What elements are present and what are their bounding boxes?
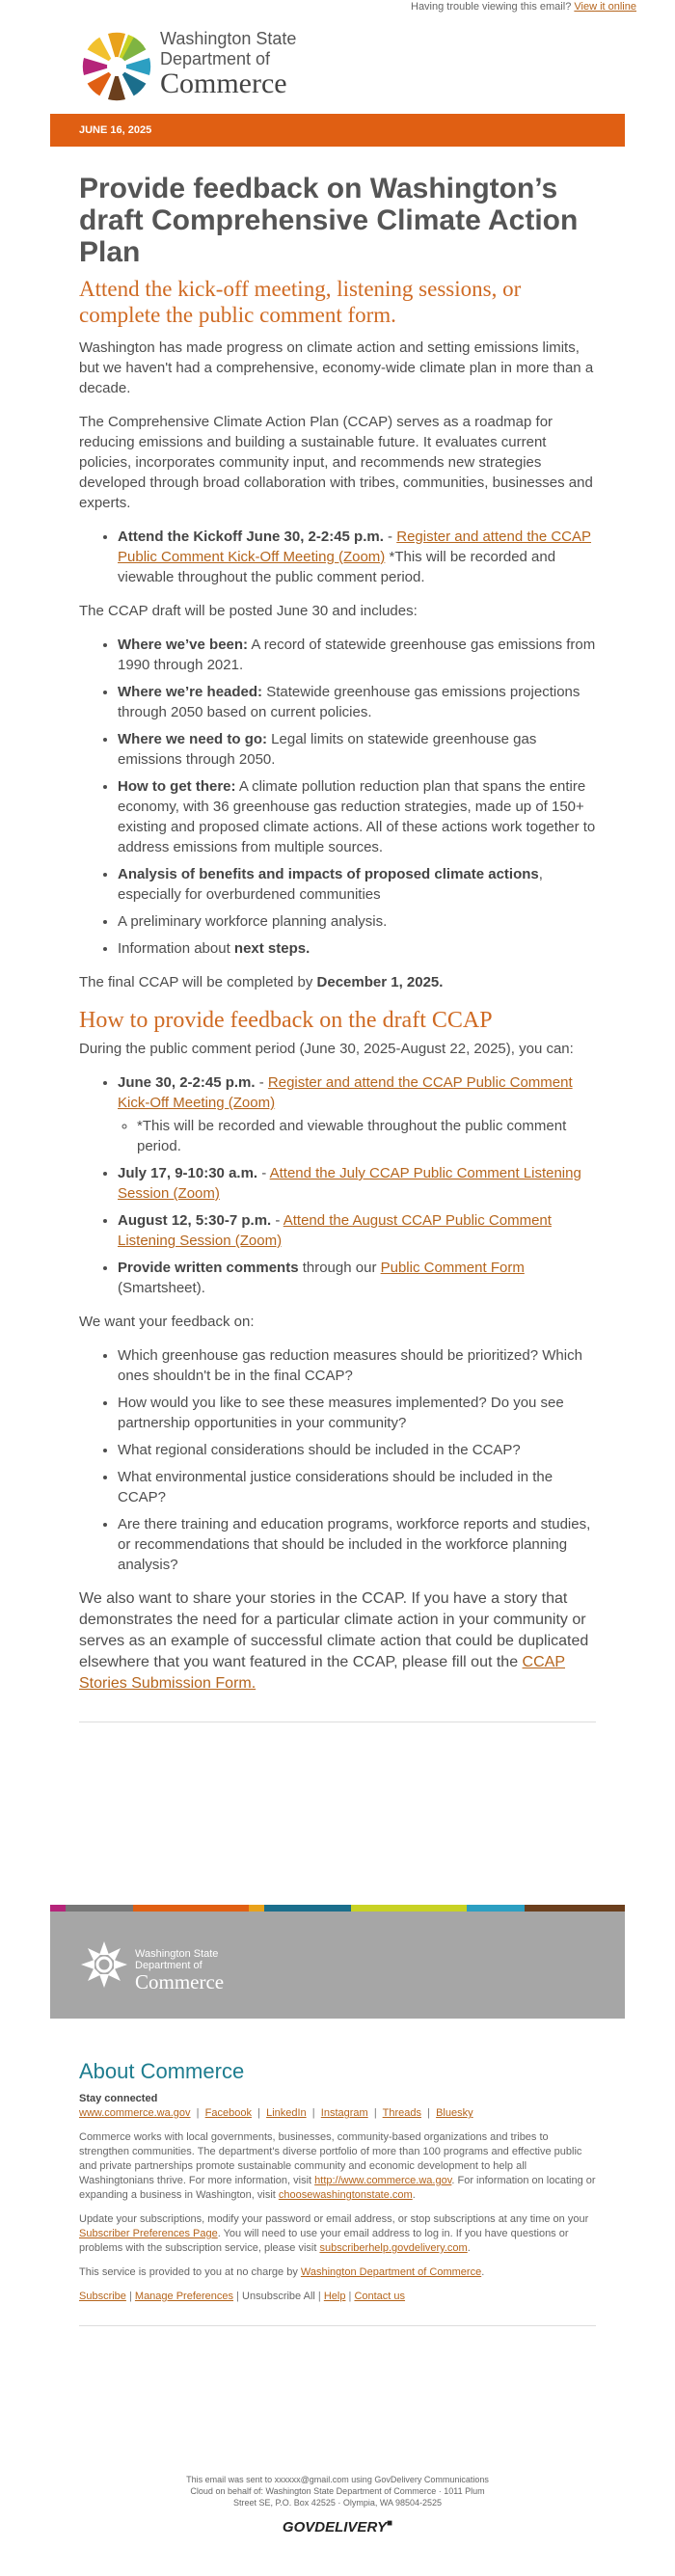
final-date: The final CCAP will be completed by December 1, 2025. [79,974,444,990]
kickoff-list [79,527,596,587]
brand-line1: Washington State [160,29,297,48]
list-item: • What regional considerations should be included in the CCAP? [118,1440,596,1460]
facebook-link[interactable]: Facebook [204,2107,252,2119]
color-stripe [50,1905,625,1912]
list-item: • Where we’ve been: A record of statewide greenhouse gas emissions from 1990 through 2021. [118,635,596,675]
footer-banner [50,1912,625,2019]
list-item: • Provide written comments through our Public Comment Form (Smartsheet). [118,1258,596,1298]
subtitle: Attend the kick-off meeting, listening sessions, or complete the public comment form. [79,277,522,327]
commerce-site-link[interactable]: http://www.commerce.wa.gov [314,2175,452,2186]
period-text: During the public comment period (June 30, 2025-August 22, 2025), you can: [79,1041,574,1057]
list-item: • Information about next steps. [118,938,596,959]
list-subitem: ◦ *This will be recorded and viewable throughout the public comment period. [137,1116,596,1156]
about-section [50,2059,625,2326]
footer-brand-line3: Commerce [135,1970,225,1993]
choose-washington-link[interactable]: choosewashingtonstate.com [278,2189,413,2201]
stories-form-link[interactable]: CCAP Stories Submission Form. [79,1654,565,1692]
instagram-link[interactable]: Instagram [320,2107,368,2119]
list-item: • A preliminary workforce planning analysis. [118,911,596,932]
footer-links: Subscribe | Manage Preferences | Unsubscribe All | Help | Contact us [79,2291,406,2302]
list-item: • August 12, 5:30-7 p.m. - Attend the August CCAP Public Comment Listening Session (Zoom) [118,1210,596,1251]
list-item: • What environmental justice considerations should be included in the CCAP? [118,1467,596,1507]
email-footer [0,2474,675,2534]
header-logo[interactable] [50,21,625,114]
service-note: This service is provided to you at no charge by Washington Department of Commerce. [79,2266,485,2278]
july-session-link[interactable]: Attend the July CCAP Public Comment Listening Session (Zoom) [118,1165,581,1202]
subscribe-link[interactable]: Subscribe [79,2291,126,2302]
subscriber-preferences-link[interactable]: Subscriber Preferences Page [79,2228,218,2239]
stay-connected-label: Stay connected [79,2093,158,2104]
kickoff-item: • Attend the Kickoff June 30, 2-2:45 p.m. - Register and attend the CCAP Public Comment Kick-Off Meeting (Zoom) *This will be recorded and viewable throughout the public comment period. [118,527,596,587]
want-intro: We want your feedback on: [79,1314,255,1330]
bluesky-link[interactable]: Bluesky [436,2107,473,2119]
intro-paragraph-1: Washington has made progress on climate action and setting emissions limits, but we haven't had a comprehensive, economy-wide climate plan in more than a decade. [79,339,594,396]
commerce-logo-icon [79,29,154,104]
list-item: • Analysis of benefits and impacts of proposed climate actions, especially for overburdened communities [118,864,596,905]
includes-list [79,635,596,959]
stories-paragraph: We also want to share your stories in the CCAP. If you have a story that demonstrates the need for a particular climate action in your community or serves as an example of successful climate action that could be duplicated elsewhere that you want featured in the CCAP, please fill out the CCAP Stories Submission Form. [79,1590,589,1692]
about-heading: About Commerce [79,2059,245,2083]
public-comment-form-link[interactable]: Public Comment Form [380,1260,525,1276]
sent-to-text: This email was sent to xxxxxx@gmail.com using GovDelivery Communications Cloud on behalf of: Washington State Department of Commerce · 1011 Plum Street SE, P.O. Box 42525 · Olympia, WA 98504-2525 [186,2475,489,2508]
footer-brand-line1: Washington State [135,1948,219,1960]
view-online-bar [0,0,675,21]
page-title: Provide feedback on Washington’s draft Comprehensive Climate Action Plan [79,173,579,268]
social-links: www.commerce.wa.gov | Facebook | LinkedIn | Instagram | Threads | Bluesky [79,2107,473,2119]
commerce-logo-white-icon [79,1939,129,1990]
unsubscribe-all-link[interactable]: Unsubscribe All [242,2291,315,2302]
threads-link[interactable]: Threads [382,2107,421,2119]
questions-list [79,1345,596,1575]
list-item: • July 17, 9-10:30 a.m. - Attend the July CCAP Public Comment Listening Session (Zoom) [118,1163,596,1204]
help-link[interactable]: Help [323,2291,346,2302]
kickoff-zoom-link[interactable]: Register and attend the CCAP Public Comment Kick-Off Meeting (Zoom) [118,1074,573,1111]
list-item: • How would you like to see these measures implemented? Do you see partnership opportunities in your community? [118,1393,596,1433]
speech-bubble-icon: ■ [387,2518,393,2529]
list-item: • Where we’re headed: Statewide greenhouse gas emissions projections through 2050 based on current policies. [118,682,596,722]
subscription-info: Update your subscriptions, modify your password or email address, or stop subscriptions at any time on your Subscriber Preferences Page. You will need to use your email address to log in. If you have questions or problems with the subscription service, please visit subscriberhelp.govdelivery.com. [79,2213,589,2254]
sessions-list [79,1072,596,1298]
kickoff-register-link[interactable]: Register and attend the CCAP Public Comment Kick-Off Meeting (Zoom) [118,529,592,565]
subscriber-help-link[interactable]: subscriberhelp.govdelivery.com [319,2242,468,2254]
contact-link[interactable]: Contact us [354,2291,406,2302]
divider [79,2325,596,2326]
website-link[interactable]: www.commerce.wa.gov [79,2107,191,2119]
draft-intro: The CCAP draft will be posted June 30 and includes: [79,603,418,619]
august-session-link[interactable]: Attend the August CCAP Public Comment Listening Session (Zoom) [118,1212,552,1249]
view-online-link[interactable]: View it online [574,1,636,13]
about-description: Commerce works with local governments, businesses, community-based organizations and tribes to strengthen communities. The department's diverse portfolio of more than 100 programs and effective public and private partnerships promote sustainable community and economic development to help all Washingtonians thrive. For more information, visit http://www.commerce.wa.gov. For information on locating or expanding a business in Washington, visit choosewashingtonstate.com. [79,2131,596,2201]
linkedin-link[interactable]: LinkedIn [266,2107,307,2119]
date-banner [50,114,625,147]
main-content [50,147,625,1722]
footer-brand-line2: Department of [135,1960,202,1971]
how-to-heading: How to provide feedback on the draft CCAP [79,1008,493,1033]
list-item: • Where we need to go: Legal limits on statewide greenhouse gas emissions through 2050. [118,729,596,770]
list-item: • Which greenhouse gas reduction measures should be prioritized? Which ones shouldn't be in the final CCAP? [118,1345,596,1386]
list-item: • June 30, 2-2:45 p.m. - Register and attend the CCAP Public Comment Kick-Off Meeting (Zoom) ◦ *This will be recorded and viewable throughout the public comment period. [118,1072,596,1156]
date-text: JUNE 16, 2025 [79,124,152,136]
manage-preferences-link[interactable]: Manage Preferences [134,2291,234,2302]
list-item: • How to get there: A climate pollution reduction plan that spans the entire economy, with 36 greenhouse gas reduction strategies, made up of 150+ existing and proposed climate actions. All of these actions work together to address emissions from multiple sources. [118,776,596,857]
intro-paragraph-2: The Comprehensive Climate Action Plan (CCAP) serves as a roadmap for reducing emissions and building a sustainable future. It evaluates current policies, incorporates community input, and recommends new strategies developed through broad collaboration with tribes, communities, businesses and experts. [79,414,593,511]
brand-line3: Commerce [160,68,287,99]
list-item: • Are there training and education programs, workforce reports and studies, or recommendations that should be included in the workforce planning analysis? [118,1514,596,1575]
trouble-text: Having trouble viewing this email? [411,1,572,13]
brand-line2: Department of [160,49,271,68]
govdelivery-logo[interactable]: GOVDELIVERY■ [282,2518,393,2535]
commerce-dept-link[interactable]: Washington Department of Commerce [300,2266,482,2278]
